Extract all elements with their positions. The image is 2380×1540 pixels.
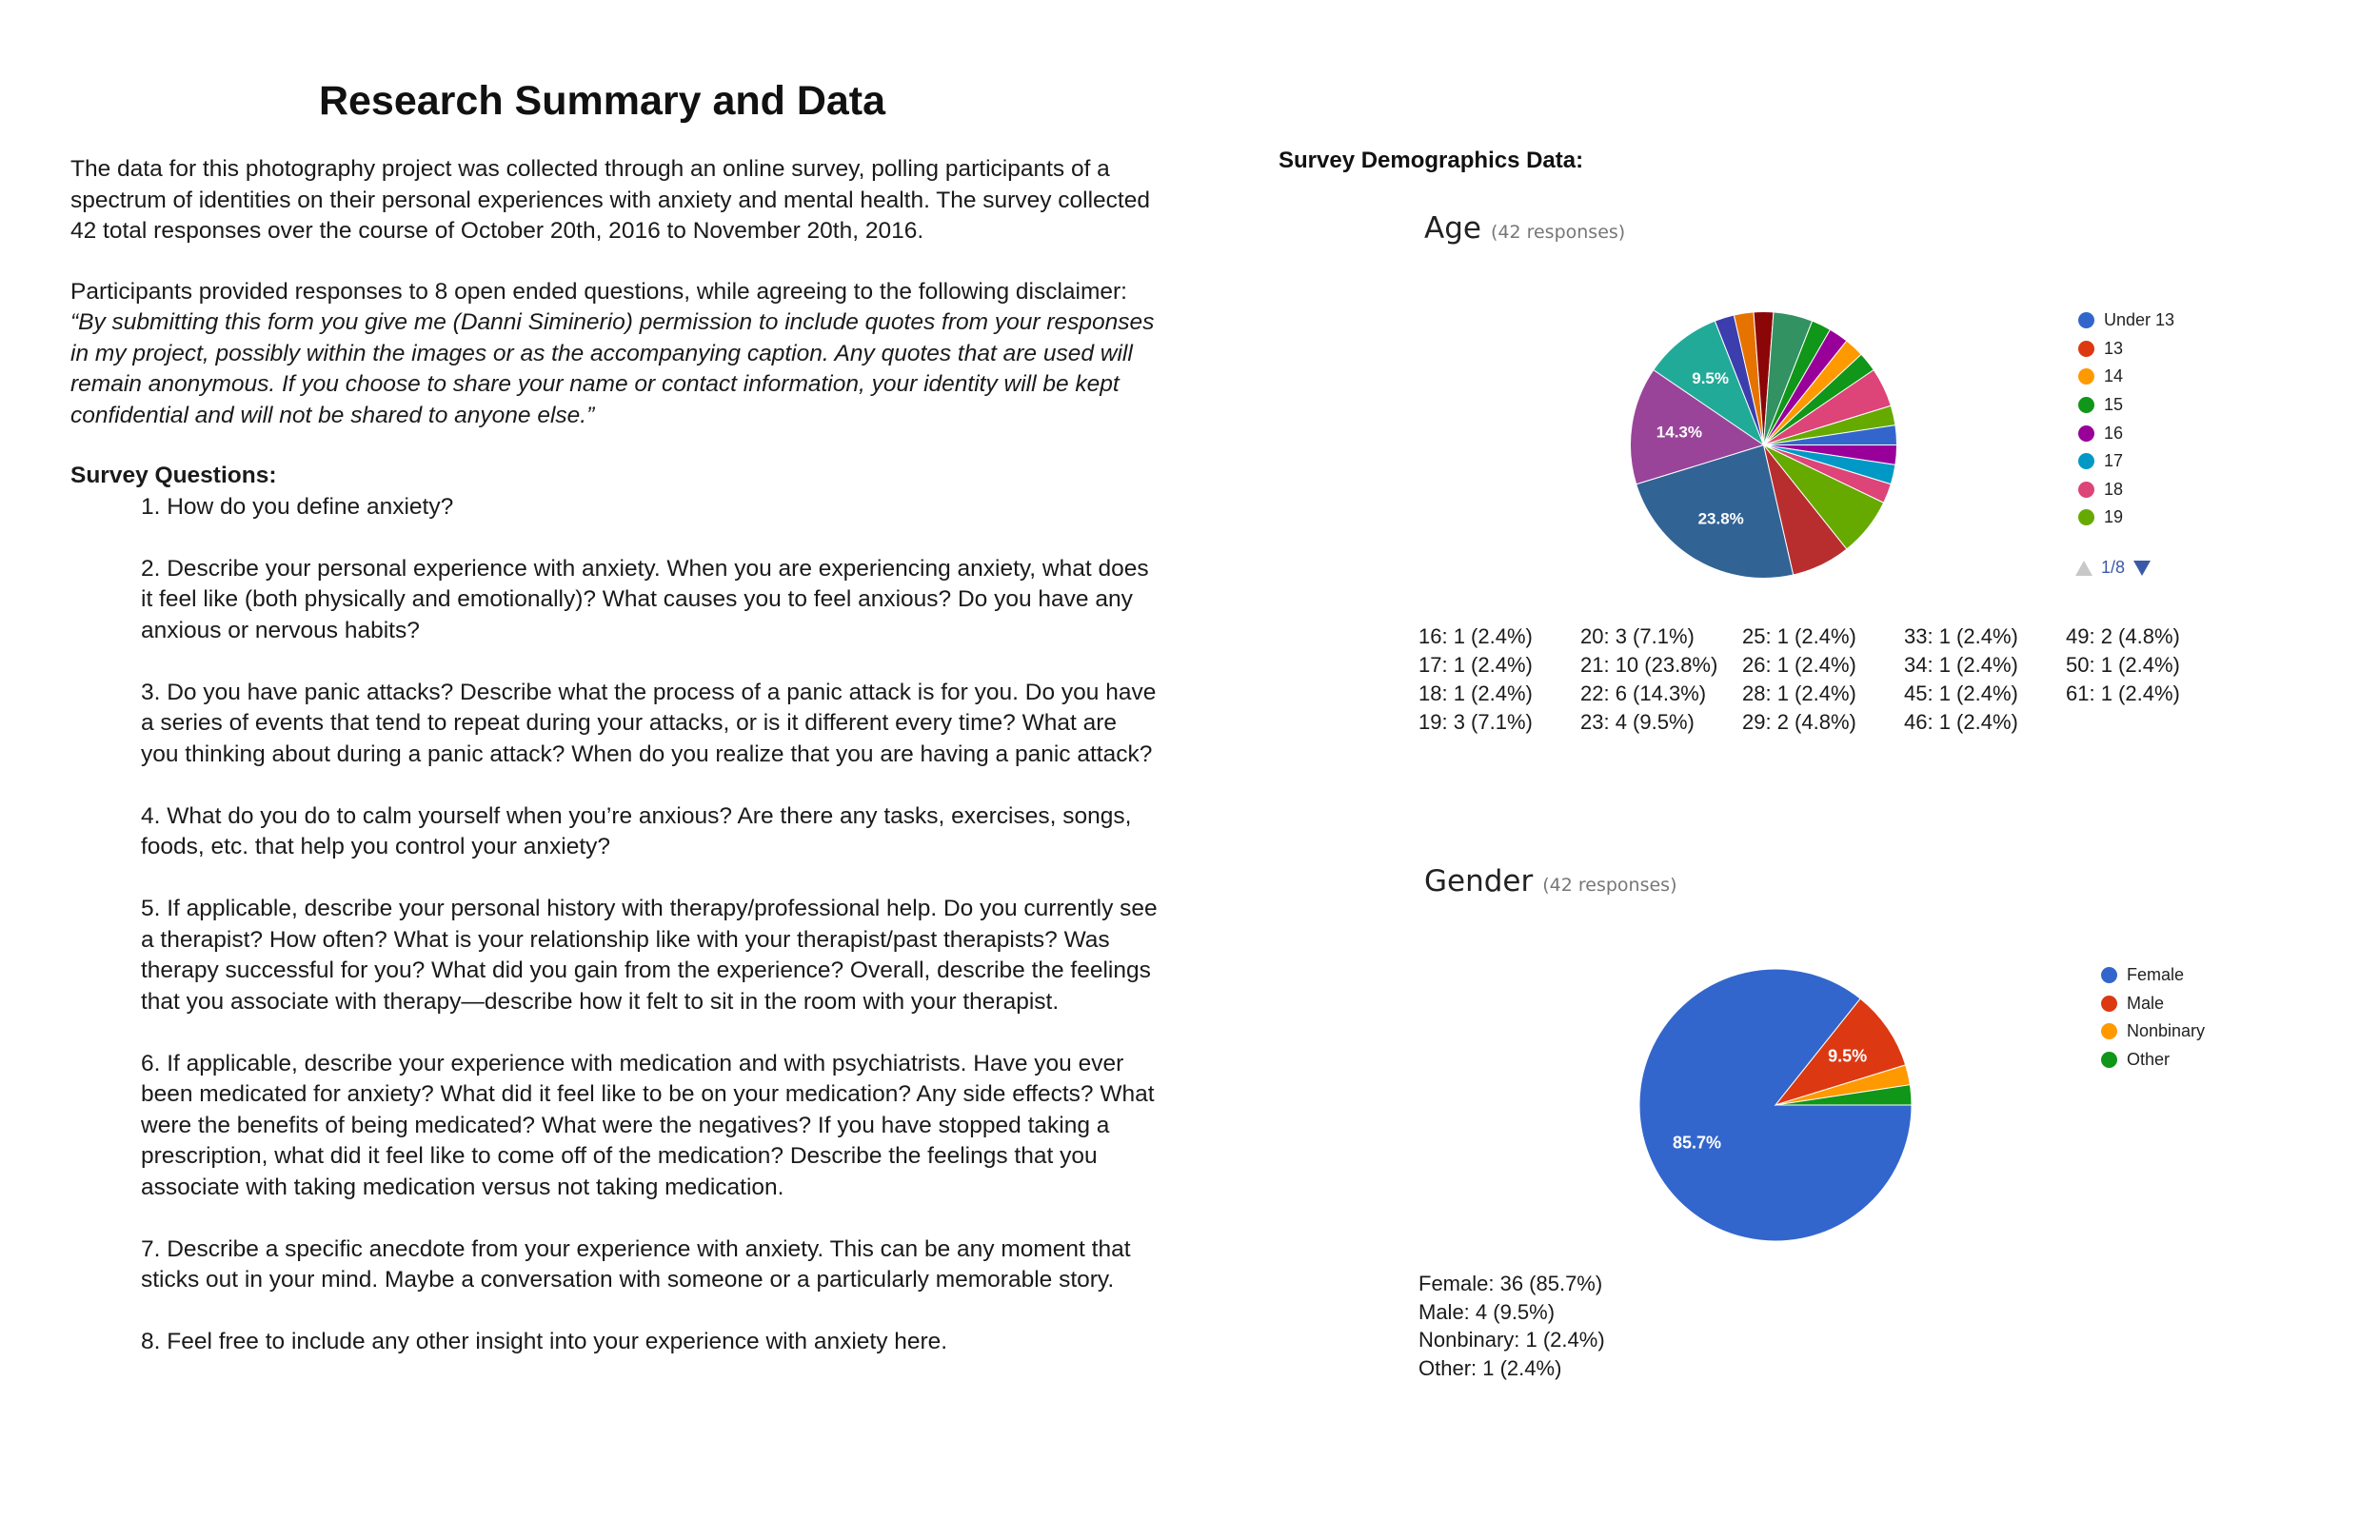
age-title-text: Age bbox=[1424, 211, 1481, 246]
age-breakdown bbox=[1418, 622, 2228, 746]
survey-question: 4. What do you do to calm yourself when you’re anxious? Are there any tasks, exercises, songs, foods, etc. that help you control your anxiety? bbox=[141, 802, 1132, 859]
legend-dot bbox=[2078, 509, 2094, 525]
legend-item bbox=[2078, 419, 2174, 447]
legend-label: 15 bbox=[2104, 395, 2124, 415]
legend-dot bbox=[2078, 341, 2094, 357]
gender-pie-chart bbox=[1637, 967, 1914, 1243]
legend-item bbox=[2101, 1017, 2205, 1046]
gender-stat: Male: 4 (9.5%) bbox=[1418, 1299, 1556, 1324]
legend-dot bbox=[2078, 453, 2094, 469]
demographics-heading: Survey Demographics Data: bbox=[1279, 148, 1584, 173]
age-stat: 17: 1 (2.4%) bbox=[1418, 653, 1533, 677]
legend-item bbox=[2078, 335, 2174, 364]
legend-item bbox=[2078, 306, 2174, 335]
survey-question: 8. Feel free to include any other insight into your experience with anxiety here. bbox=[141, 1329, 948, 1354]
legend-dot bbox=[2078, 312, 2094, 328]
age-stat: 50: 1 (2.4%) bbox=[2066, 653, 2180, 677]
summary-column bbox=[70, 154, 1160, 1358]
survey-questions-list bbox=[70, 492, 1160, 1358]
gender-stat: Other: 1 (2.4%) bbox=[1418, 1355, 1562, 1380]
legend-item bbox=[2101, 1046, 2205, 1075]
survey-question: 2. Describe your personal experience with anxiety. When you are experiencing anxiety, what does it feel like (both physically and emotionally)? What causes you to feel anxious? Do you have any anxious or nervous habits? bbox=[141, 555, 1149, 643]
age-breakdown-column bbox=[1418, 622, 1533, 737]
page-title: Research Summary and Data bbox=[318, 78, 886, 124]
legend-label: 13 bbox=[2104, 338, 2124, 358]
legend-item bbox=[2078, 503, 2174, 532]
age-stat: 26: 1 (2.4%) bbox=[1742, 653, 1856, 677]
legend-label: Other bbox=[2127, 1050, 2171, 1070]
survey-question: 1. How do you define anxiety? bbox=[141, 493, 454, 520]
age-stat: 25: 1 (2.4%) bbox=[1742, 624, 1856, 648]
disclaimer-intro: Participants provided responses to 8 open ended questions, while agreeing to the following disclaimer: bbox=[70, 278, 1127, 305]
legend-item bbox=[2078, 363, 2174, 391]
age-stat: 21: 10 (23.8%) bbox=[1580, 653, 1718, 677]
age-breakdown-column bbox=[1742, 622, 1856, 737]
legend-dot bbox=[2078, 425, 2094, 442]
legend-label: Nonbinary bbox=[2127, 1021, 2206, 1041]
intro-paragraph: The data for this photography project was collected through an online survey, polling participants of a spectrum of identities on their personal experiences with anxiety and mental health. The survey collected 42 total responses over the course of October 20th, 2016 to November 20th, 2016. bbox=[70, 156, 1150, 244]
legend-label: Male bbox=[2127, 993, 2165, 1013]
legend-label: 18 bbox=[2104, 479, 2124, 499]
survey-question: 6. If applicable, describe your experience with medication and with psychiatrists. Have you ever been medicated for anxiety? What did it feel like to be on your medication? Any side effects? What were the benefits of being medicated? What were the negatives? If you have stopped taking a prescription, what did it feel like to come off of the medication? Describe the feelings that you associate with taking medication versus not taking medication. bbox=[141, 1050, 1155, 1200]
legend-item bbox=[2078, 447, 2174, 476]
gender-legend bbox=[2101, 961, 2205, 1074]
gender-response-count: (42 responses) bbox=[1542, 875, 1677, 896]
legend-label: Under 13 bbox=[2104, 310, 2175, 330]
survey-question: 5. If applicable, describe your personal history with therapy/professional help. Do you currently see a therapist? How often? What is your relationship like with your therapist/past therapists? Was therapy successful for you? What did you gain from the experience? Overall, describe the feelings that you associate with therapy—describe how it felt to sit in the room with your therapist. bbox=[141, 896, 1158, 1015]
legend-label: 14 bbox=[2104, 366, 2124, 386]
pie-slice-label: 9.5% bbox=[1828, 1046, 1868, 1066]
age-stat: 49: 2 (4.8%) bbox=[2066, 624, 2180, 648]
pie-slice-label: 23.8% bbox=[1697, 509, 1744, 528]
legend-pager bbox=[2075, 558, 2151, 578]
age-chart-title bbox=[1424, 211, 1625, 246]
legend-dot bbox=[2101, 1023, 2117, 1039]
disclaimer-quote: “By submitting this form you give me (Danni Siminerio) permission to include quotes from your responses in my project, possibly within the images or as the accompanying caption. Any quotes that are used will remain anonymous. If you choose to share your name or contact information, your identity will be kept confidential and will not be shared to anyone else.” bbox=[70, 309, 1155, 428]
survey-questions-heading: Survey Questions: bbox=[70, 463, 277, 488]
legend-dot bbox=[2078, 397, 2094, 413]
pie-slice-label: 14.3% bbox=[1656, 423, 1703, 442]
age-stat: 20: 3 (7.1%) bbox=[1580, 624, 1695, 648]
age-pie-chart bbox=[1628, 309, 1899, 581]
age-breakdown-column bbox=[1580, 622, 1717, 737]
age-stat: 16: 1 (2.4%) bbox=[1418, 624, 1533, 648]
legend-label: Female bbox=[2127, 965, 2185, 985]
survey-question: 7. Describe a specific anecdote from your experience with anxiety. This can be any moment that sticks out in your mind. Maybe a conversation with someone or a particularly memorable story. bbox=[141, 1235, 1131, 1293]
age-stat: 18: 1 (2.4%) bbox=[1418, 681, 1533, 705]
age-stat: 22: 6 (14.3%) bbox=[1580, 681, 1707, 705]
gender-stat: Nonbinary: 1 (2.4%) bbox=[1418, 1328, 1605, 1352]
survey-question: 3. Do you have panic attacks? Describe what the process of a panic attack is for you. Do you have a series of events that tend to repeat during your attacks, or is it different every time? What are you thinking about during a panic attack? When do you realize that you are having a panic attack? bbox=[141, 679, 1157, 767]
legend-page-indicator: 1/8 bbox=[2101, 558, 2126, 577]
age-stat: 29: 2 (4.8%) bbox=[1742, 710, 1856, 734]
legend-item bbox=[2078, 476, 2174, 504]
legend-label: 17 bbox=[2104, 451, 2124, 471]
age-stat: 34: 1 (2.4%) bbox=[1904, 653, 2018, 677]
age-stat: 28: 1 (2.4%) bbox=[1742, 681, 1856, 705]
gender-title-text: Gender bbox=[1424, 864, 1534, 898]
legend-prev-page-icon[interactable] bbox=[2075, 561, 2092, 576]
gender-breakdown bbox=[1418, 1270, 1605, 1382]
legend-label: 16 bbox=[2104, 423, 2124, 443]
gender-stat: Female: 36 (85.7%) bbox=[1418, 1272, 1603, 1295]
legend-item bbox=[2078, 391, 2174, 420]
age-breakdown-column bbox=[1904, 622, 2018, 737]
age-breakdown-column bbox=[2066, 622, 2180, 708]
pie-slice-label: 85.7% bbox=[1673, 1133, 1722, 1153]
age-stat: 33: 1 (2.4%) bbox=[1904, 624, 2018, 648]
age-response-count: (42 responses) bbox=[1490, 222, 1626, 243]
age-stat: 45: 1 (2.4%) bbox=[1904, 681, 2018, 705]
legend-dot bbox=[2101, 967, 2117, 983]
age-stat: 23: 4 (9.5%) bbox=[1580, 710, 1695, 734]
age-stat: 19: 3 (7.1%) bbox=[1418, 710, 1533, 734]
gender-chart-title bbox=[1424, 864, 1677, 898]
legend-item bbox=[2101, 990, 2205, 1018]
legend-dot bbox=[2078, 368, 2094, 385]
pie-slice-label: 9.5% bbox=[1692, 368, 1730, 387]
legend-item bbox=[2101, 961, 2205, 990]
age-stat: 46: 1 (2.4%) bbox=[1904, 710, 2018, 734]
legend-dot bbox=[2078, 482, 2094, 498]
legend-next-page-icon[interactable] bbox=[2133, 561, 2151, 576]
age-stat: 61: 1 (2.4%) bbox=[2066, 681, 2180, 705]
legend-dot bbox=[2101, 1052, 2117, 1068]
legend-dot bbox=[2101, 996, 2117, 1012]
legend-label: 19 bbox=[2104, 507, 2124, 527]
age-legend bbox=[2078, 306, 2174, 532]
